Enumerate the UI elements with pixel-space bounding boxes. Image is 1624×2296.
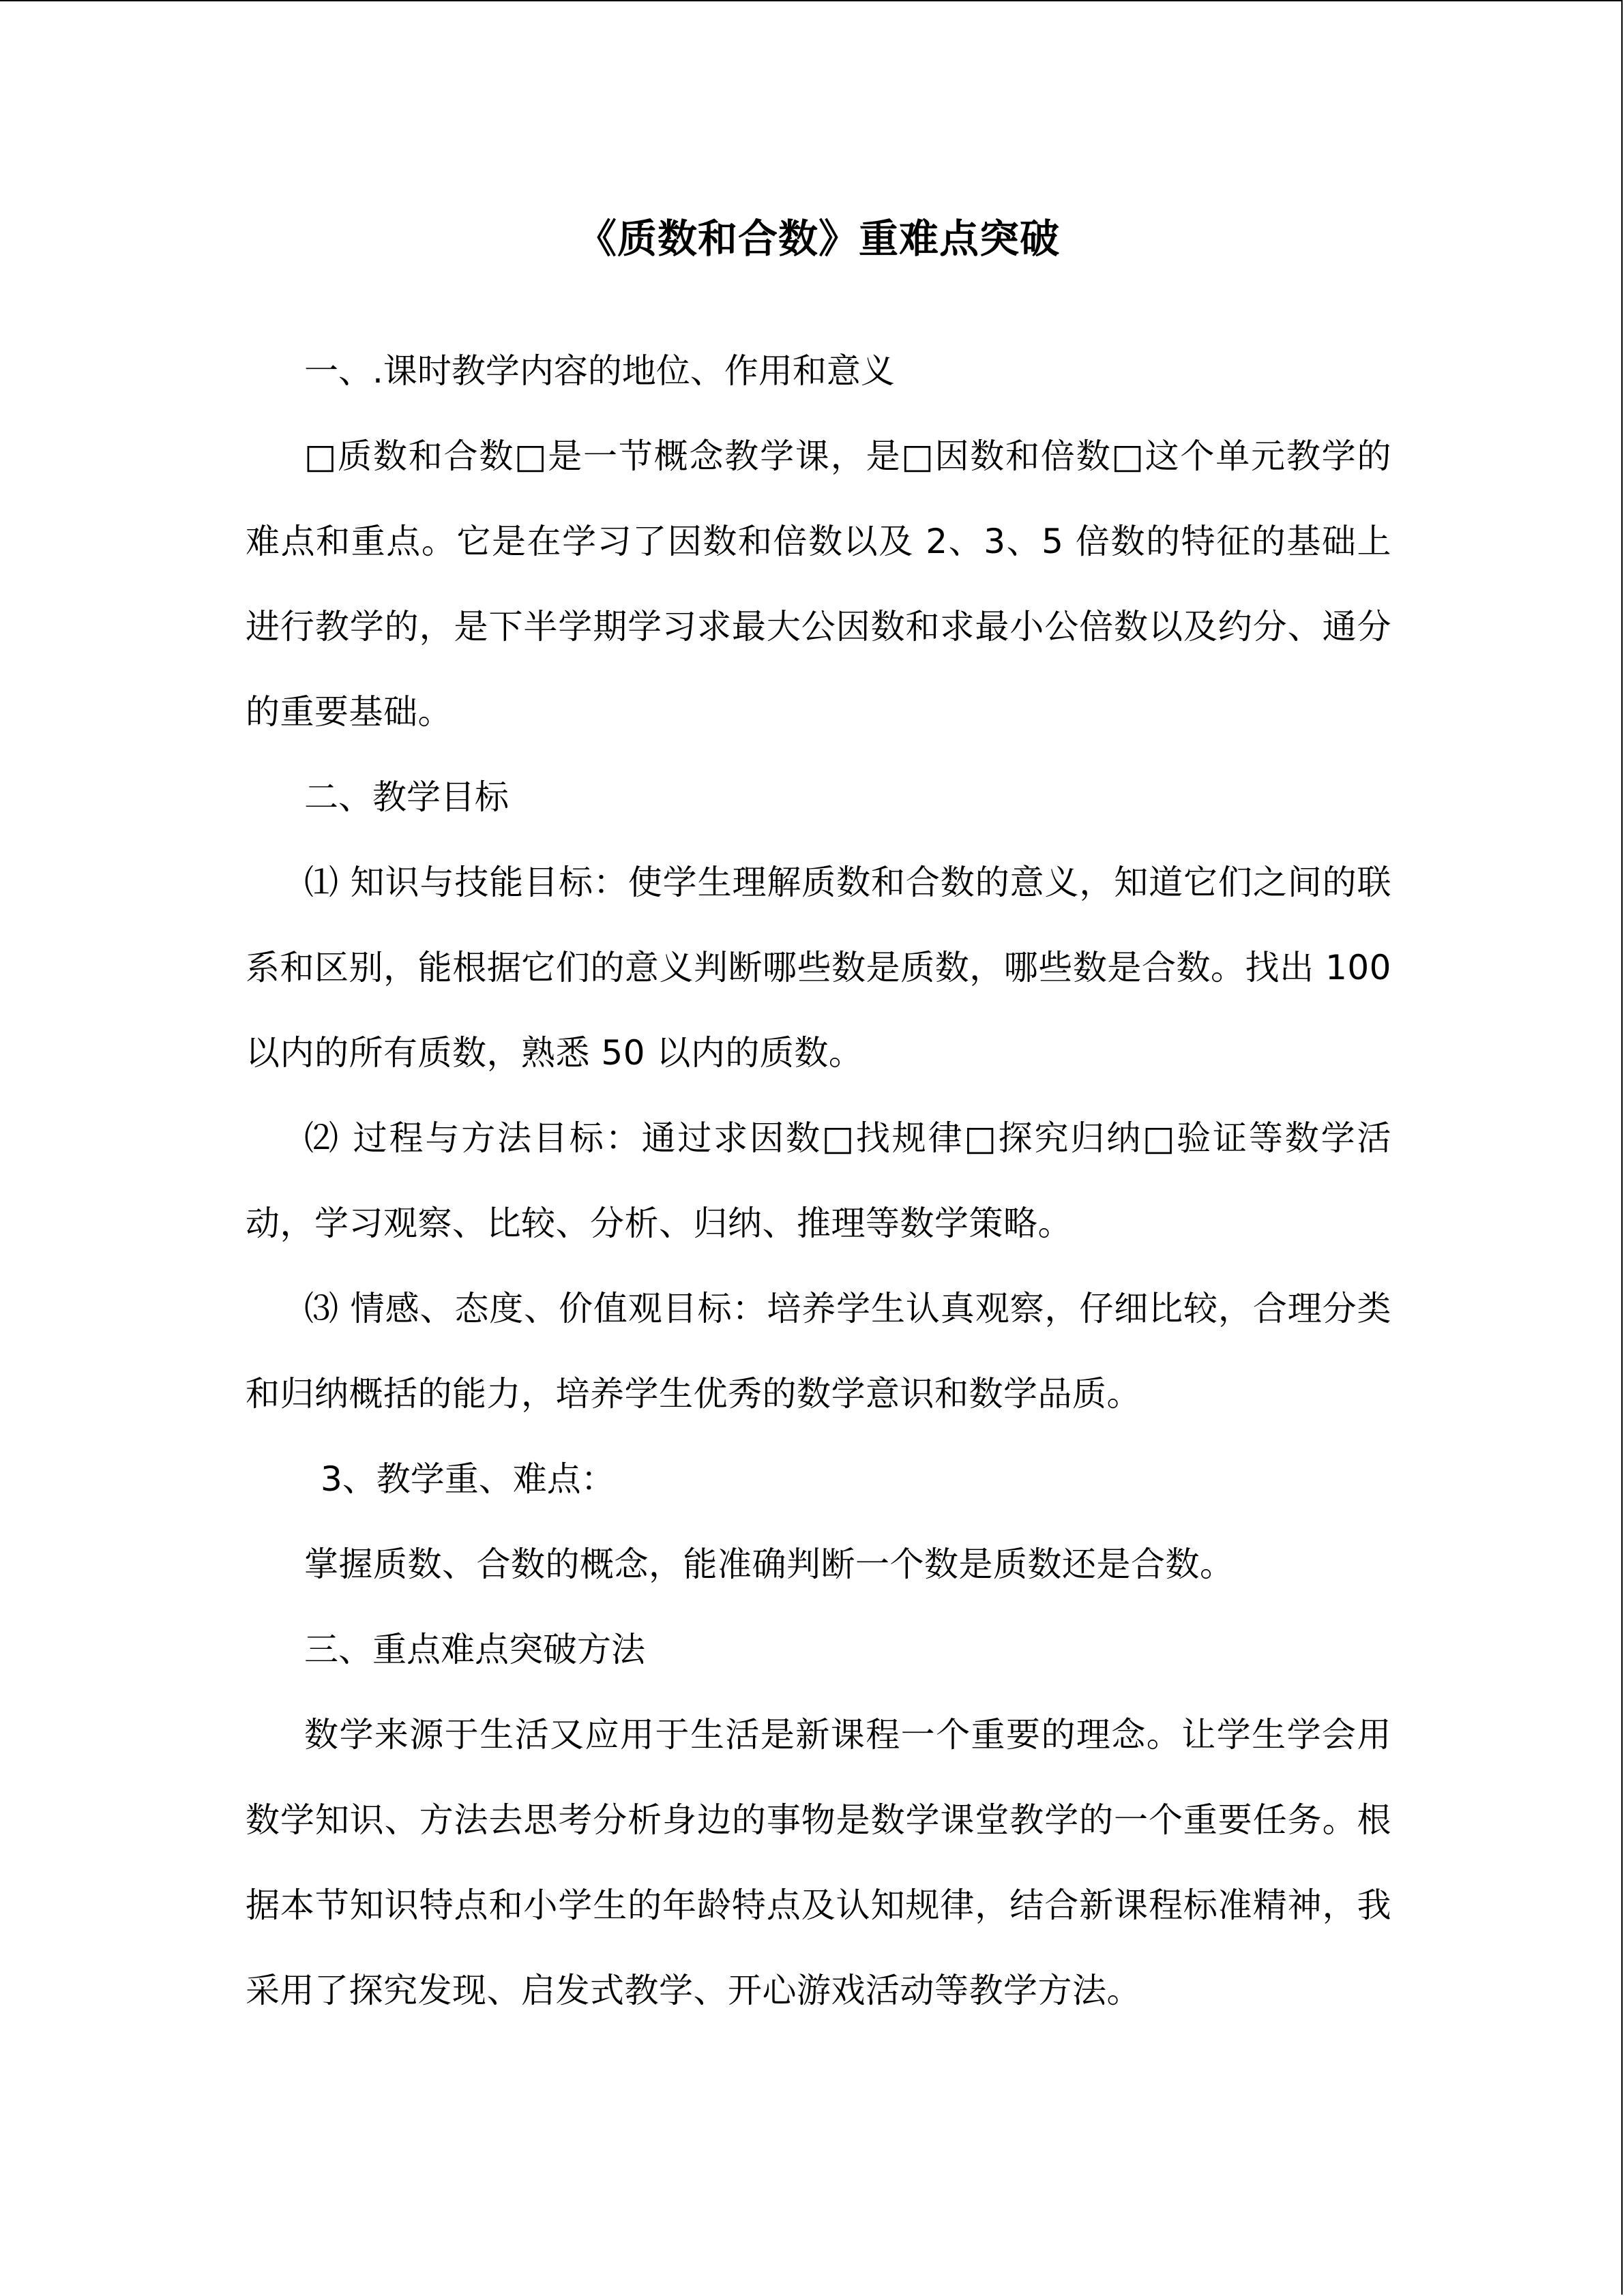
section-1-paragraph: □质数和合数□是一节概念教学课，是□因数和倍数□这个单元教学的难点和重点。它是在学习了因数和倍数以及 2、3、5 倍数的特征的基础上进行教学的，是下半学期学习求最大公因数和求最小公倍数以及约分、通分的重要基础。: [246, 436, 1391, 732]
section-4-heading: 三、重点难点突破方法: [304, 1630, 645, 1669]
goal-knowledge-skills: ⑴ 知识与技能目标：使学生理解质数和合数的意义，知道它们之间的联系和区别，能根据它们的意义判断哪些数是质数，哪些数是合数。找出 100 以内的所有质数，熟悉 50 以内的质数。: [246, 863, 1391, 1073]
goal-process-methods: ⑵ 过程与方法目标：通过求因数□找规律□探究归纳□验证等数学活动，学习观察、比较、分析、归纳、推理等数学策略。: [246, 1118, 1391, 1243]
document-title: 《质数和合数》重难点突破: [576, 215, 1060, 262]
section-4-paragraph: 数学来源于生活又应用于生活是新课程一个重要的理念。让学生学会用数学知识、方法去思考分析身边的事物是数学课堂教学的一个重要任务。根据本节知识特点和小学生的年龄特点及认知规律，结合新课程标准精神，我采用了探究发现、启发式教学、开心游戏活动等教学方法。: [246, 1715, 1391, 2010]
section-2-heading: 二、教学目标: [304, 777, 509, 817]
goal-emotion-attitude: ⑶ 情感、态度、价值观目标：培养学生认真观察，仔细比较，合理分类和归纳概括的能力，培养学生优秀的数学意识和数学品质。: [246, 1289, 1391, 1414]
section-3-paragraph: 掌握质数、合数的概念，能准确判断一个数是质数还是合数。: [304, 1545, 1235, 1584]
document-body: [246, 205, 1391, 2033]
section-3-heading: 3、教学重、难点：: [321, 1459, 615, 1499]
section-1-heading: 一、.课时教学内容的地位、作用和意义: [304, 351, 895, 391]
